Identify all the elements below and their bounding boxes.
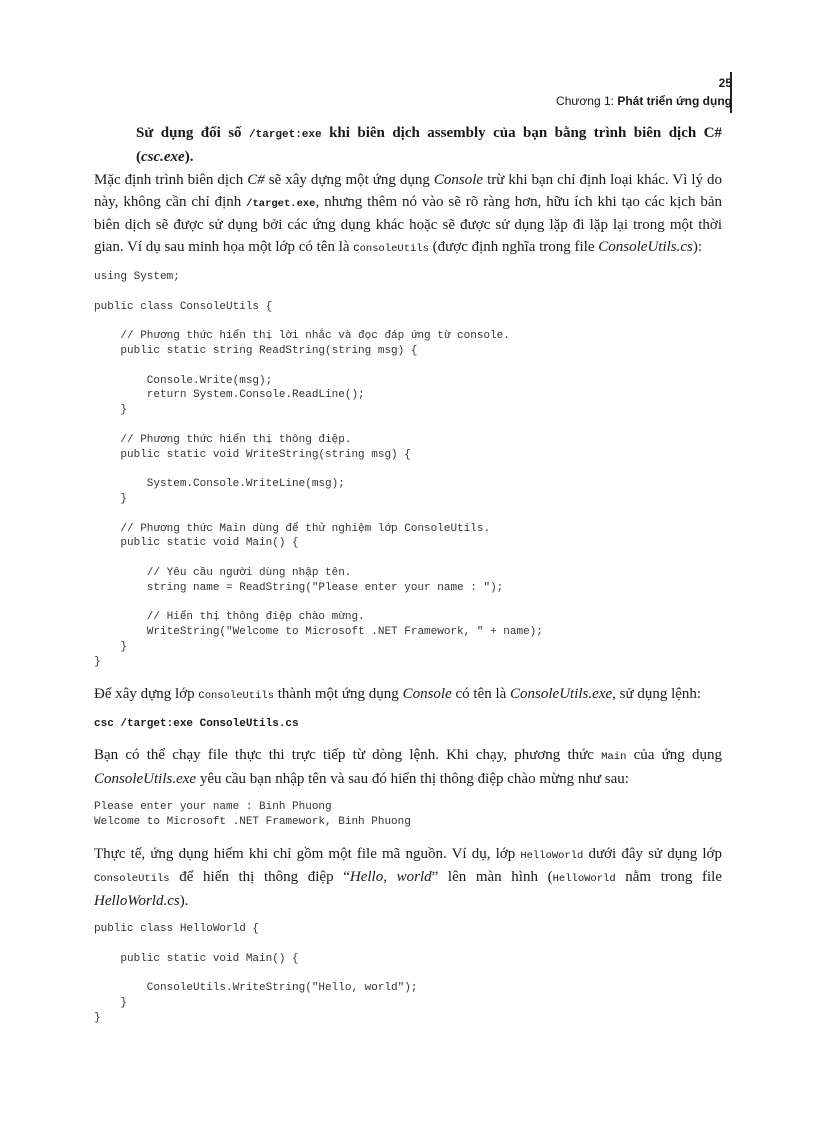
code-listing-consoleutils: using System; public class ConsoleUtils { // Phương thức hiển thị lời nhắc và đọc đáp ứng từ console. public static string ReadString(string msg) { Console.Write(msg); return System.Console.ReadLine(); } // Phương thức hiển thị thông điệp. public static void WriteString(string msg) { System.Console.WriteLine(msg); } // Phương thức Main dùng để thử nghiệm lớp ConsoleUtils. public static void Main() { // Yêu cầu người dùng nhập tên. string name = ReadString("Please enter your name : "); // Hiển thị thông điệp chào mừng. WriteString("Welcome to Microsoft .NET Framework, " + name); } }: [94, 271, 543, 668]
page-number: 25: [718, 76, 732, 90]
section-heading: Sử dụng đối số /target:exe khi biên dịch assembly của bạn bằng trình biên dịch C# (csc.exe).: [136, 125, 723, 165]
console-output: Please enter your name : Binh Phuong Welcome to Microsoft .NET Framework, Binh Phuong: [94, 801, 411, 828]
inline-code: HelloWorld: [520, 849, 584, 862]
page-content: [94, 123, 722, 1040]
page-header: [556, 74, 732, 110]
chapter-name: Phát triển ứng dụng: [617, 94, 732, 108]
paragraph-run: Bạn có thể chạy file thực thi trực tiếp từ dòng lệnh. Khi chạy, phương thức Main của ứng dụng ConsoleUtils.exe yêu cầu bạn nhập tên và sau đó hiển thị thông điệp chào mừng như sau:: [94, 747, 722, 787]
inline-code: ConsoleUtils: [94, 873, 170, 886]
inline-code: /target:exe: [249, 129, 322, 141]
inline-code: ConsoleUtils: [198, 689, 275, 702]
chapter-prefix: Chương 1:: [556, 94, 618, 108]
compile-command: csc /target:exe ConsoleUtils.cs: [94, 718, 299, 731]
inline-code: Main: [601, 751, 627, 764]
paragraph-helloworld: Thực tế, ứng dụng hiếm khi chỉ gồm một file mã nguồn. Ví dụ, lớp HelloWorld dưới đây sử dụng lớp ConsoleUtils để hiển thị thông điệp “Hello, world” lên màn hình (HelloWorld nằm trong file HelloWorld.cs).: [94, 845, 722, 909]
paragraph-build: Để xây dựng lớp ConsoleUtils thành một ứng dụng Console có tên là ConsoleUtils.exe, sử dụng lệnh:: [94, 685, 702, 702]
paragraph-intro: Mặc định trình biên dịch C# sẽ xây dựng một ứng dụng Console trừ khi bạn chỉ định loại khác. Vì lý do này, không cần chỉ định /target.exe, nhưng thêm nó vào sẽ rõ ràng hơn, hữu ích khi tạo các kịch bản biên dịch sẽ được sử dụng bởi các ứng dụng khác hoặc sẽ được sử dụng lặp đi lặp lại trong một thời gian. Ví dụ sau minh họa một lớp có tên là ConsoleUtils (được định nghĩa trong file ConsoleUtils.cs):: [94, 172, 722, 255]
inline-code: ConsoleUtils: [353, 242, 429, 255]
chapter-title: [556, 92, 732, 110]
code-listing-helloworld: public class HelloWorld { public static void Main() { ConsoleUtils.WriteString("Hello, world"); } }: [94, 923, 418, 1024]
inline-code: HelloWorld: [552, 873, 616, 886]
inline-code: /target.exe: [246, 197, 316, 210]
